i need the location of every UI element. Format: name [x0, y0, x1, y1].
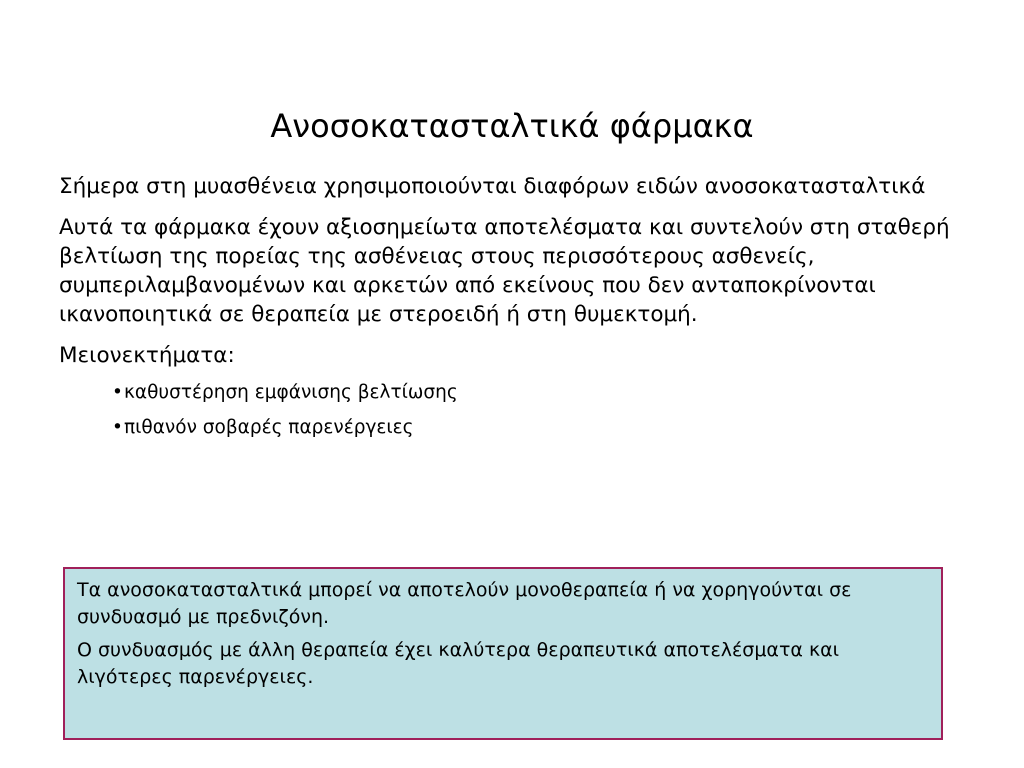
disadvantages-list: [112, 380, 979, 441]
note-line-monotherapy: Τα ανοσοκατασταλτικά μπορεί να αποτελούν μονοθεραπεία ή να χορηγούνται σε συνδυασμό με πρεδνιζόνη.: [77, 579, 852, 628]
slide-body: [59, 172, 979, 450]
list-item-text: πιθανόν σοβαρές παρενέργειες: [124, 417, 414, 438]
disadvantages-label: Μειονεκτήματα:: [59, 343, 235, 368]
note-line-combination: Ο συνδυασμός με άλλη θεραπεία έχει καλύτερα θεραπευτικά αποτελέσματα και λιγότερες παρενέργειες.: [77, 639, 840, 688]
note-box: [63, 567, 943, 740]
bullet-icon: •: [112, 417, 123, 438]
slide-title: Ανοσοκατασταλτικά φάρμακα: [270, 107, 754, 145]
bullet-icon: •: [112, 382, 123, 403]
list-item-text: καθυστέρηση εμφάνισης βελτίωσης: [124, 382, 458, 403]
list-item: [112, 415, 979, 441]
paragraph-intro: Σήμερα στη μυασθένεια χρησιμοποιούνται διαφόρων ειδών ανοσοκατασταλτικά: [59, 174, 926, 199]
list-item: [112, 380, 979, 406]
paragraph-effects: Αυτά τα φάρμακα έχουν αξιοσημείωτα αποτελέσματα και συντελούν στη σταθερή βελτίωση της πορείας της ασθένειας στους περισσότερους ασθενείς, συμπεριλαμβανομένων και αρκετών από εκείνους που δεν ανταποκρίνονται ικανοποιητικά σε θεραπεία με στεροειδή ή στη θυμεκτομή.: [59, 215, 950, 327]
